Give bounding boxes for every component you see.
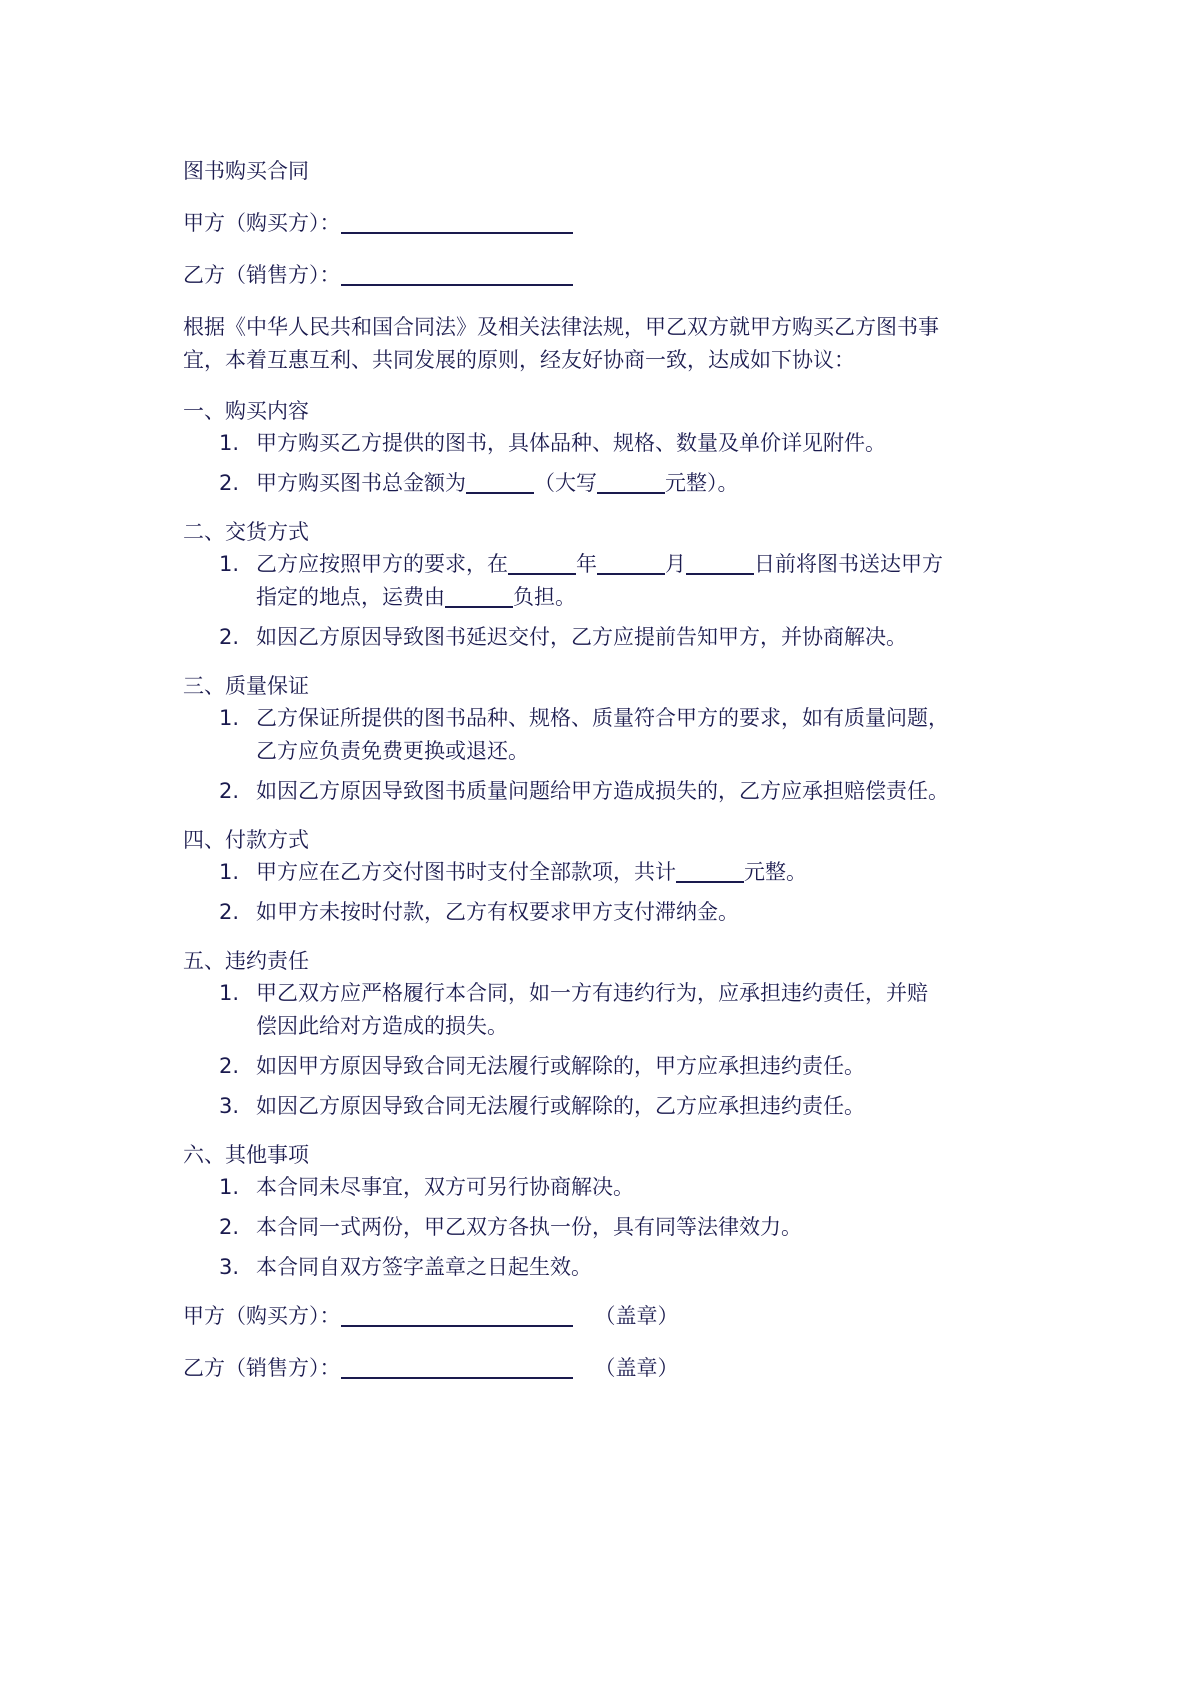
item-text: 乙方保证所提供的图书品种、规格、质量符合甲方的要求，如有质量问题， bbox=[256, 706, 949, 730]
item-text: 乙方应按照甲方的要求，在 bbox=[256, 552, 508, 576]
list-item bbox=[183, 1211, 1023, 1244]
item-text: 甲方购买乙方提供的图书，具体品种、规格、数量及单价详见附件。 bbox=[256, 431, 886, 455]
item-text: 日前将图书送达甲方 bbox=[754, 552, 943, 576]
party-b-field bbox=[183, 259, 1023, 291]
list-item bbox=[183, 467, 1023, 500]
party-a-label: 甲方（购买方）： bbox=[183, 211, 341, 235]
seal-label: （盖章） bbox=[594, 1356, 679, 1380]
section-title: 六、其他事项 bbox=[183, 1143, 309, 1167]
freight-payer-blank bbox=[445, 582, 513, 608]
document-title: 图书购买合同 bbox=[183, 159, 309, 183]
item-text: 甲方应在乙方交付图书时支付全部款项，共计 bbox=[256, 860, 676, 884]
list-item bbox=[183, 977, 1023, 1043]
item-text: 如因乙方原因导致合同无法履行或解除的，乙方应承担违约责任。 bbox=[256, 1094, 865, 1118]
intro-line: 宜，本着互惠互利、共同发展的原则，经友好协商一致，达成如下协议： bbox=[183, 348, 855, 372]
item-text: 月 bbox=[665, 552, 686, 576]
list-item bbox=[183, 1090, 1023, 1123]
item-text: （大写 bbox=[534, 471, 597, 495]
section-purchase-content bbox=[183, 395, 1023, 500]
party-b-blank bbox=[341, 260, 573, 286]
party-a-label: 甲方（购买方）： bbox=[183, 1304, 341, 1328]
section-title: 二、交货方式 bbox=[183, 520, 309, 544]
list-item bbox=[183, 856, 1023, 889]
amount-uppercase-blank bbox=[597, 468, 665, 494]
month-blank bbox=[597, 549, 665, 575]
item-number: 1. bbox=[219, 981, 240, 1005]
section-title: 五、违约责任 bbox=[183, 949, 309, 973]
list-item bbox=[183, 896, 1023, 929]
item-number: 2. bbox=[219, 471, 240, 495]
item-text: 甲方购买图书总金额为 bbox=[256, 471, 466, 495]
section-quality bbox=[183, 670, 1023, 808]
section-title: 三、质量保证 bbox=[183, 674, 309, 698]
list-item bbox=[183, 775, 1023, 808]
item-number: 1. bbox=[219, 1175, 240, 1199]
item-number: 2. bbox=[219, 625, 240, 649]
party-a-signature bbox=[183, 1300, 1023, 1332]
party-a-blank bbox=[341, 208, 573, 234]
item-number: 1. bbox=[219, 552, 240, 576]
item-text: 元整）。 bbox=[665, 471, 739, 495]
list-item bbox=[183, 1171, 1023, 1204]
party-b-signature bbox=[183, 1352, 1023, 1384]
section-delivery bbox=[183, 516, 1023, 654]
item-number: 1. bbox=[219, 431, 240, 455]
list-item bbox=[183, 548, 1023, 614]
party-a-signature-blank bbox=[341, 1301, 573, 1327]
item-text: 指定的地点，运费由 bbox=[256, 585, 445, 609]
contract-document bbox=[183, 155, 1023, 1404]
section-title: 一、购买内容 bbox=[183, 399, 309, 423]
item-text: 元整。 bbox=[744, 860, 807, 884]
total-amount-blank bbox=[466, 468, 534, 494]
party-b-signature-blank bbox=[341, 1353, 573, 1379]
item-text: 如因乙方原因导致图书质量问题给甲方造成损失的，乙方应承担赔偿责任。 bbox=[256, 779, 949, 803]
item-number: 2. bbox=[219, 1215, 240, 1239]
item-number: 1. bbox=[219, 706, 240, 730]
party-a-field bbox=[183, 207, 1023, 239]
day-blank bbox=[686, 549, 754, 575]
intro-paragraph bbox=[183, 311, 1023, 377]
seal-label: （盖章） bbox=[594, 1304, 679, 1328]
item-text: 年 bbox=[576, 552, 597, 576]
list-item bbox=[183, 621, 1023, 654]
item-text: 如因甲方原因导致合同无法履行或解除的，甲方应承担违约责任。 bbox=[256, 1054, 865, 1078]
item-text: 本合同一式两份，甲乙双方各执一份，具有同等法律效力。 bbox=[256, 1215, 802, 1239]
section-payment bbox=[183, 824, 1023, 929]
item-number: 2. bbox=[219, 900, 240, 924]
intro-line: 根据《中华人民共和国合同法》及相关法律法规，甲乙双方就甲方购买乙方图书事 bbox=[183, 315, 939, 339]
section-other bbox=[183, 1139, 1023, 1284]
party-b-label: 乙方（销售方）： bbox=[183, 1356, 341, 1380]
item-text: 负担。 bbox=[513, 585, 576, 609]
item-text: 偿因此给对方造成的损失。 bbox=[256, 1014, 508, 1038]
payment-total-blank bbox=[676, 857, 744, 883]
year-blank bbox=[508, 549, 576, 575]
item-number: 2. bbox=[219, 779, 240, 803]
list-item bbox=[183, 1050, 1023, 1083]
list-item bbox=[183, 427, 1023, 460]
item-text: 本合同未尽事宜，双方可另行协商解决。 bbox=[256, 1175, 634, 1199]
item-number: 3. bbox=[219, 1094, 240, 1118]
item-text: 如因乙方原因导致图书延迟交付，乙方应提前告知甲方，并协商解决。 bbox=[256, 625, 907, 649]
list-item bbox=[183, 1251, 1023, 1284]
party-b-label: 乙方（销售方）： bbox=[183, 263, 341, 287]
item-text: 本合同自双方签字盖章之日起生效。 bbox=[256, 1255, 592, 1279]
item-number: 1. bbox=[219, 860, 240, 884]
section-liability bbox=[183, 945, 1023, 1123]
section-title: 四、付款方式 bbox=[183, 828, 309, 852]
item-text: 乙方应负责免费更换或退还。 bbox=[256, 739, 529, 763]
item-text: 如甲方未按时付款，乙方有权要求甲方支付滞纳金。 bbox=[256, 900, 739, 924]
item-text: 甲乙双方应严格履行本合同，如一方有违约行为，应承担违约责任，并赔 bbox=[256, 981, 928, 1005]
item-number: 3. bbox=[219, 1255, 240, 1279]
list-item bbox=[183, 702, 1023, 768]
item-number: 2. bbox=[219, 1054, 240, 1078]
